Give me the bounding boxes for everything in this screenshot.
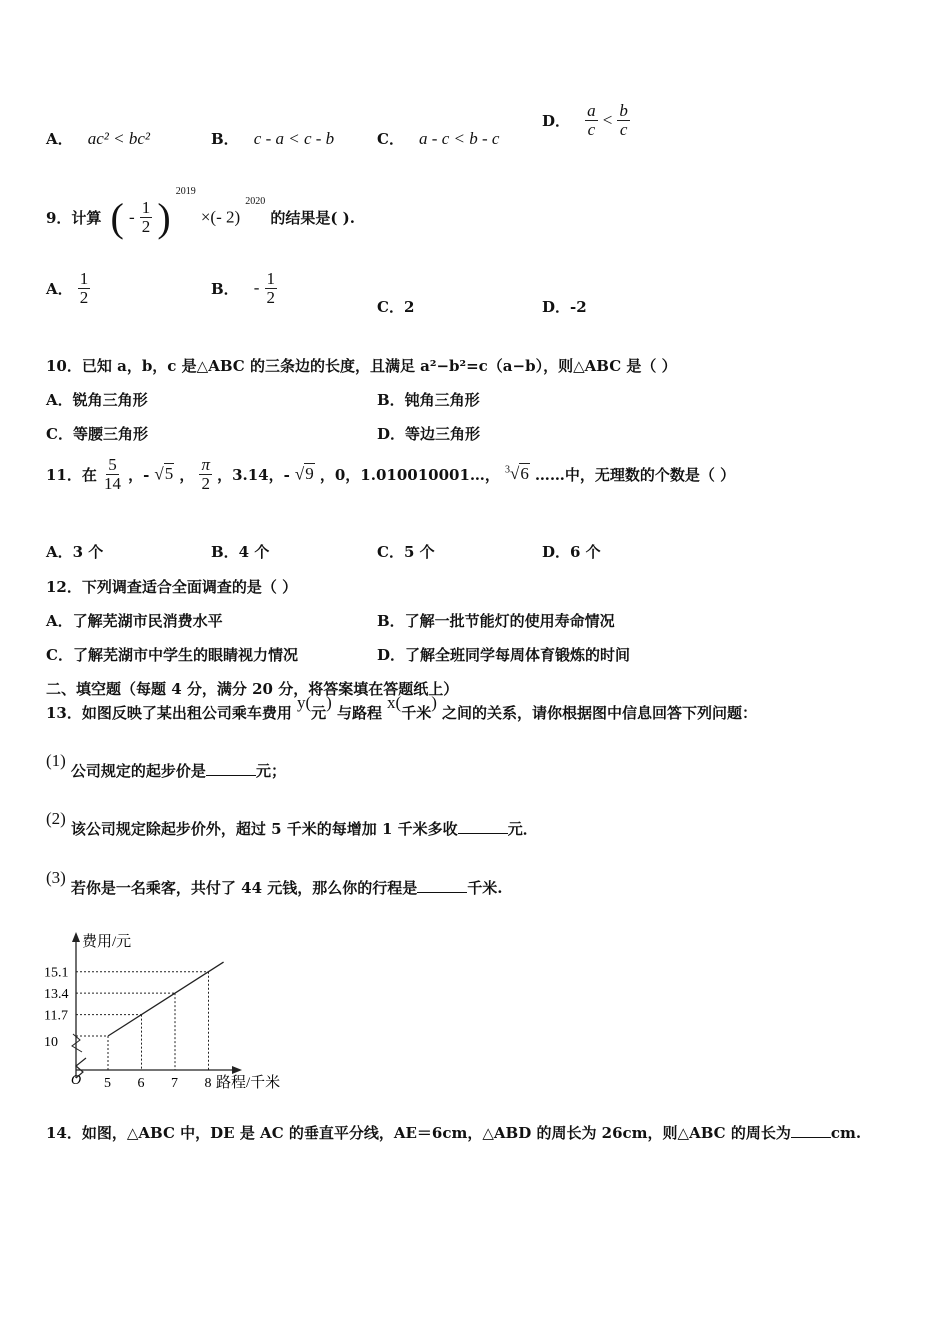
math-expression: a - c < b - c: [419, 129, 500, 148]
question-10: 10．已知 a，b，c 是△ABC 的三条边的长度，且满足 a²−b²=c（a−b），则△ABC 是（ ）: [46, 357, 677, 375]
sqrt-5: √5: [154, 464, 174, 484]
question-11: 11．在 $\frac{5}{14}$ ，- √5 ， $\frac{\pi}{2}$ ，3.14，- √9 ，0，1.010010001…， $^3$√6 ……中，无理数的个数是（ ）: [46, 455, 736, 493]
series-line: [108, 962, 224, 1036]
x-tick-label: 5: [104, 1076, 111, 1091]
y-tick-label: 11.7: [44, 1008, 68, 1024]
answer-blank[interactable]: [417, 878, 467, 893]
q9-option-d: D．-2: [542, 298, 587, 316]
fraction-one-half: $\frac{1}{2}$: [141, 198, 151, 236]
fraction-b-over-c: $\frac{b}{c}$: [619, 101, 628, 139]
answer-blank[interactable]: [206, 761, 256, 776]
x-axis-arrow: [232, 1066, 242, 1074]
option-label: B．: [211, 279, 239, 298]
fare-chart: [38, 928, 298, 1093]
option-label: A．: [46, 279, 73, 298]
q13-part-3: (3) 若你是一名乘客，共付了 44 元钱，那么你的行程是 千米.: [46, 868, 503, 897]
q12-option-b: B．了解一批节能灯的使用寿命情况: [377, 612, 615, 630]
math-expression: c - a < c - b: [253, 129, 335, 148]
minus-sign: -: [128, 207, 135, 227]
question-12: 12．下列调查适合全面调查的是（ ）: [46, 578, 298, 596]
q11-option-b: B．4 个: [211, 543, 270, 561]
question-text: 的结果是( ).: [270, 209, 355, 227]
y-tick-label: 13.4: [44, 987, 69, 1003]
q10-option-d: D．等边三角形: [377, 425, 481, 443]
option-label: A．: [46, 130, 73, 148]
axis-break-zigzag: [72, 1034, 82, 1052]
exponent: 2019: [175, 186, 196, 197]
q11-option-c: C．5 个: [377, 543, 435, 561]
q8-option-a: [46, 128, 150, 149]
x-tick-label: 7: [171, 1076, 178, 1091]
fraction-one-half: $\frac{1}{2}$: [266, 269, 276, 307]
question-text: 9．计算: [46, 209, 102, 227]
q10-option-b: B．钝角三角形: [377, 391, 480, 409]
answer-blank[interactable]: [458, 819, 508, 834]
x-tick-label: 8: [204, 1076, 212, 1091]
y-tick-label: 15.1: [44, 965, 69, 981]
y-tick-label: 10: [44, 1035, 58, 1050]
y-axis-arrow: [72, 932, 80, 942]
q13-part-1: (1) 公司规定的起步价是 元；: [46, 751, 286, 780]
q8-option-d: [542, 102, 630, 139]
fraction-5-over-14: $\frac{5}{14}$: [103, 455, 121, 493]
exponent: 2020: [245, 196, 266, 207]
q11-option-d: D．6 个: [542, 543, 601, 561]
fraction-a-over-c: $\frac{a}{c}$: [587, 101, 596, 139]
sqrt-9: √9: [294, 464, 314, 484]
fraction-one-half: $\frac{1}{2}$: [79, 269, 89, 307]
x-tick-label: 6: [137, 1076, 145, 1091]
q8-option-b: [211, 128, 334, 149]
q12-option-c: C．了解芜湖市中学生的眼睛视力情况: [46, 646, 298, 664]
q9-option-b: B． - $\frac{1}{2}$: [211, 269, 276, 307]
q10-option-c: C．等腰三角形: [46, 425, 148, 443]
q12-option-a: A．了解芜湖市民消费水平: [46, 612, 223, 630]
option-label: C．: [377, 130, 404, 148]
question-14: 14．如图，△ABC 中，DE 是 AC 的垂直平分线，AE＝6cm，△ABD 的周长为 26cm，则△ABC 的周长为 cm.: [46, 1124, 862, 1142]
multiplier: ×(- 2): [200, 207, 241, 227]
cube-root-6: $^3$√6: [504, 464, 529, 484]
origin-label: O: [71, 1073, 82, 1088]
y-axis-label: 费用/元: [82, 934, 132, 950]
q10-option-a: A．锐角三角形: [46, 391, 148, 409]
option-label: B．: [211, 130, 239, 148]
question-9: 9．计算 ( - $\frac{1}{2}$ ) $^{2019}$ ×(- 2) $^{2020}$ 的结果是( ).: [46, 186, 355, 240]
answer-blank[interactable]: [791, 1123, 831, 1138]
question-13: 13．如图反映了某出租公司乘车费用 y(元) 与路程 x(千米) 之间的关系，请你根据图中信息回答下列问题：: [46, 693, 758, 722]
q13-part-2: (2) 该公司规定除起步价外，超过 5 千米的每增加 1 千米多收 元．: [46, 809, 538, 838]
option-label: D．: [542, 111, 571, 130]
x-axis-label: 路程/千米: [216, 1075, 281, 1091]
math-expression: ac² < bc²: [87, 129, 150, 148]
section-heading: 二、填空题（每题 4 分，满分 20 分，将答案填在答题纸上）: [46, 680, 459, 698]
q8-option-c: [377, 128, 499, 149]
q11-option-a: A．3 个: [46, 543, 104, 561]
q9-option-a: [46, 270, 90, 307]
fraction-pi-over-2: $\frac{\pi}{2}$: [201, 455, 210, 493]
less-than-sign: <: [602, 110, 613, 130]
q12-option-d: D．了解全班同学每周体育锻炼的时间: [377, 646, 631, 664]
q9-option-c: C．2: [377, 298, 415, 316]
